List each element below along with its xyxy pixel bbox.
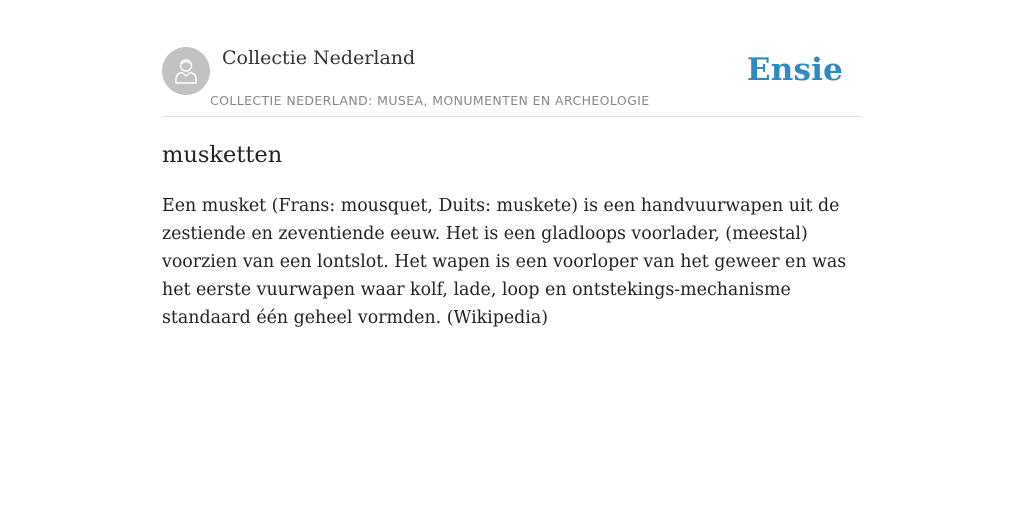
header <box>162 46 862 117</box>
author-name[interactable]: Collectie Nederland <box>222 47 416 69</box>
avatar[interactable] <box>162 47 210 95</box>
entry-definition: Een musket (Frans: mousquet, Duits: muskete) is een handvuurwapen uit de zestiende en zeventiende eeuw. Het is een gladloops voorlader, (meestal) voorzien van een lontslot. Het wapen is een voorloper van het geweer en was het eerste vuurwapen waar kolf, lade, loop en ontstekings-mechanisme standaard één geheel vormden. (Wikipedia) <box>162 196 847 328</box>
user-placeholder-icon <box>172 56 200 86</box>
ensie-logo[interactable]: Ensie <box>746 52 843 88</box>
entry-term: musketten <box>162 142 283 168</box>
source-label[interactable]: COLLECTIE NEDERLAND: MUSEA, MONUMENTEN EN ARCHEOLOGIE <box>210 93 650 108</box>
